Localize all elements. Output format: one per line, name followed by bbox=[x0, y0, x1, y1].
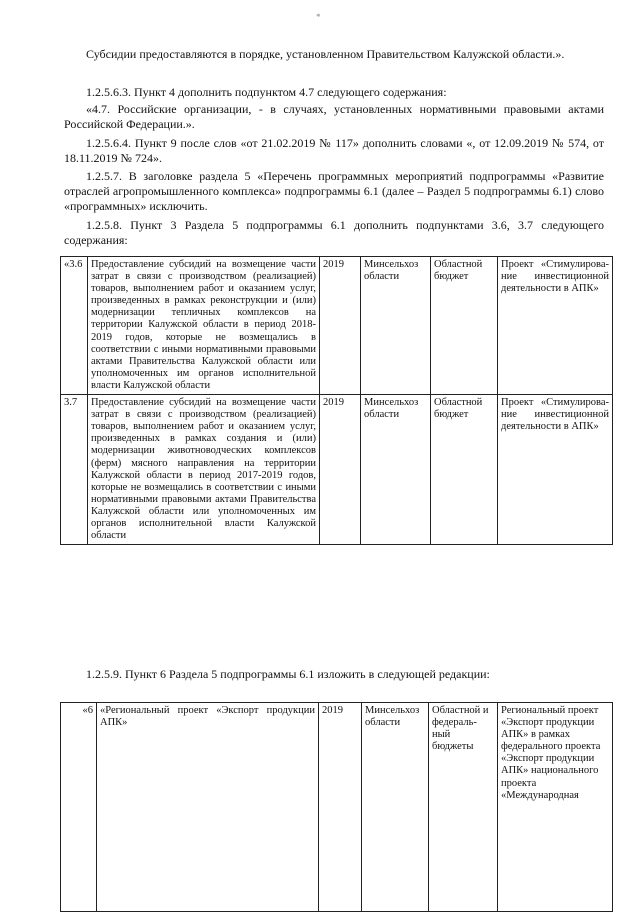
executor-cell: Минсельхоз области bbox=[361, 395, 431, 545]
measure-description-cell: Предоставление субсидий на возмещение части затрат в связи с производством (реализацией) товаров, выполнением работ и оказанием услуг, произведенных в рамках создания и (или) модернизации животноводческих комплексов (ферм) мясного направления на территории Калужской области в период 2017-2019 годов, которые не возмещались в соответствии с иными нормативными правовыми актами Правительства Калужской области или уполномоченных им органов исполнительной власти Калужской области bbox=[88, 395, 320, 545]
row-number-cell: «3.6 bbox=[61, 257, 88, 395]
project-cell: Проект «Стимулирова-ние инвестиционной деятельности в АПК» bbox=[498, 257, 613, 395]
measures-table-3-6-3-7 bbox=[60, 256, 613, 545]
measure-description-cell: «Региональный проект «Экспорт продукции АПК» bbox=[97, 703, 319, 912]
paragraph-1-2-5-6-3: 1.2.5.6.3. Пункт 4 дополнить подпунктом 4.7 следующего содержания: bbox=[86, 85, 447, 99]
paragraph-1-2-5-9: 1.2.5.9. Пункт 6 Раздела 5 подпрограммы 6.1 изложить в следующей редакции: bbox=[86, 667, 490, 681]
measure-description-cell: Предоставление субсидий на возмещение части затрат в связи с производством (реализацией) товаров, выполнением работ и оказанием услуг, произведенных в рамках реконструкции и (или) модернизации тепличных комплексов на территории Калужской области в период 2018-2019 годов, которые не возмещались в соответствии с иными нормативными правовыми актами Правительства Калужской области или уполномоченных им органов исполнительной власти Калужской области bbox=[88, 257, 320, 395]
table-row bbox=[61, 395, 613, 545]
row-number-cell: 3.7 bbox=[61, 395, 88, 545]
funding-source-cell: Областной и федераль-ный бюджеты bbox=[429, 703, 498, 912]
year-cell: 2019 bbox=[319, 703, 362, 912]
table-row bbox=[61, 257, 613, 395]
year-cell: 2019 bbox=[320, 257, 361, 395]
row-number-cell: «6 bbox=[61, 703, 97, 912]
measures-table-6 bbox=[60, 702, 613, 912]
executor-cell: Минсельхоз области bbox=[361, 257, 431, 395]
paragraph-subsidies-order: Субсидии предоставляются в порядке, установленном Правительством Калужской области.». bbox=[86, 47, 565, 61]
project-cell: Региональный проект «Экспорт продукции АПК» в рамках федерального проекта «Экспорт продукции АПК» национального проекта «Международная bbox=[498, 703, 613, 912]
table-row bbox=[61, 703, 613, 912]
paragraph-1-2-5-7: 1.2.5.7. В заголовке раздела 5 «Перечень программных мероприятий подпрограммы «Развитие отраслей агропромышленного комплекса» подпрограммы 6.1 (далее – Раздел 5 подпрограммы 6.1) слово «программных» исключить. bbox=[64, 169, 604, 213]
page-mark: * bbox=[316, 12, 321, 22]
paragraph-1-2-5-6-4: 1.2.5.6.4. Пункт 9 после слов «от 21.02.2019 № 117» дополнить словами «, от 12.09.2019 № 574, от 18.11.2019 № 724». bbox=[64, 136, 604, 165]
executor-cell: Минсельхоз области bbox=[362, 703, 429, 912]
year-cell: 2019 bbox=[320, 395, 361, 545]
project-cell: Проект «Стимулирова-ние инвестиционной деятельности в АПК» bbox=[498, 395, 613, 545]
paragraph-1-2-5-8: 1.2.5.8. Пункт 3 Раздела 5 подпрограммы 6.1 дополнить подпунктами 3.6, 3.7 следующего содержания: bbox=[64, 218, 604, 247]
funding-source-cell: Областной бюджет bbox=[431, 257, 498, 395]
funding-source-cell: Областной бюджет bbox=[431, 395, 498, 545]
paragraph-4-7: «4.7. Российские организации, - в случаях, установленных нормативными правовыми актами Российской Федерации.». bbox=[64, 102, 604, 131]
